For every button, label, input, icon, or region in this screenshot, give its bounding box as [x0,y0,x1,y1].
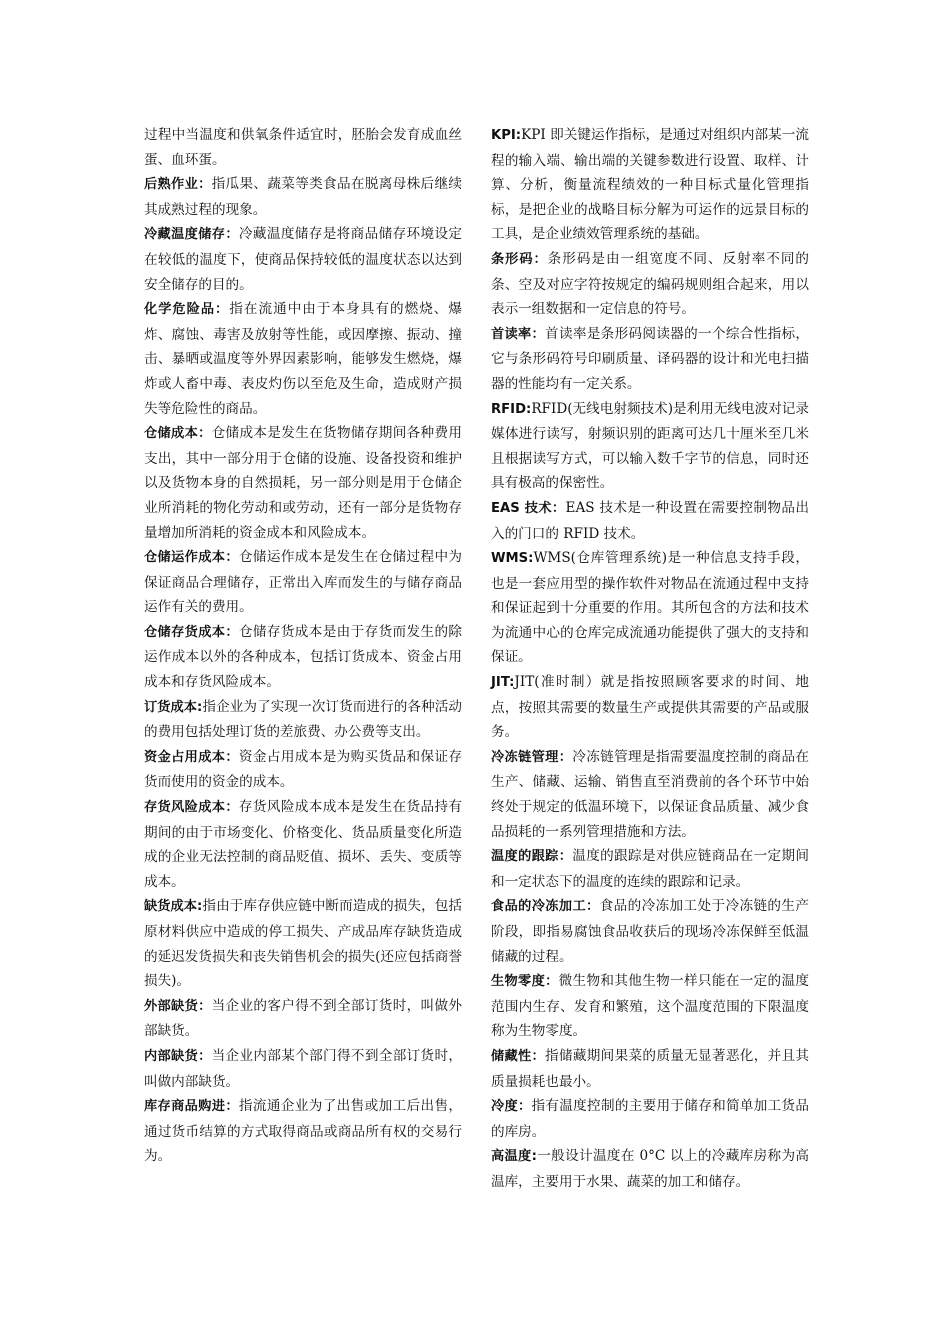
glossary-definition: 指储藏期间果菜的质量无显著恶化，并且其质量损耗也最小。 [491,1047,810,1090]
glossary-definition: 指瓜果、蔬菜等类食品在脱离母株后继续其成熟过程的现象。 [144,176,463,218]
glossary-entry [144,894,462,993]
glossary-entry [491,745,809,844]
glossary-definition: 仓储成本是发生在货物储存期间各种费用支出，其中一部分用于仓储的设施、设备投资和维护以及货物本身的自然损耗，另一部分则是用于仓储企业所消耗的物化劳动和或劳动，还有一部分是货物存量增加所消耗的资金成本和风险成本。 [144,425,463,541]
glossary-entry [144,795,462,894]
glossary-definition: 一般设计温度在 0°C 以上的冷藏库房称为高温库，主要用于水果、蔬菜的加工和储存。 [491,1148,809,1190]
glossary-term: EAS 技术 [491,500,552,516]
glossary-term: 外部缺货 [144,998,199,1014]
glossary-entry [144,421,462,545]
glossary-term: 仓储成本 [144,426,199,442]
glossary-definition: 当企业的客户得不到全部订货时，叫做外部缺货。 [144,997,463,1040]
glossary-term: 存货风险成本 [144,800,226,816]
term-separator: : [515,128,522,143]
glossary-term: 食品的冷冻加工 [491,899,587,915]
term-separator: ： [198,998,212,1014]
glossary-term: 资金占用成本 [144,749,226,765]
glossary-definition: 资金占用成本是为购买货品和保证存货而使用的资金的成本。 [144,748,463,791]
glossary-entry [491,546,809,670]
right-column [491,123,809,1195]
glossary-entry [491,1144,809,1194]
glossary-definition: 指有温度控制的主要用于储存和简单加工货品的库房。 [491,1098,810,1140]
glossary-term: 温度的跟踪 [491,849,559,865]
glossary-term: 订货成本 [144,699,198,715]
glossary-definition: 温度的跟踪是对供应链商品在一定期间和一定状态下的温度的连续的跟踪和记录。 [491,848,810,890]
glossary-definition: 指流通企业为了出售或加工后出售，通过货币结算的方式取得商品或商品所有权的交易行为。 [144,1098,463,1165]
glossary-entry [491,894,809,969]
glossary-definition: 存货风险成本成本是发生在货品持有期间的由于市场变化、价格变化、货品质量变化所造成的企业无法控制的商品贬值、损坏、丢失、变质等成本。 [144,799,463,890]
glossary-term: WMS [491,551,529,567]
term-separator: : [197,699,203,715]
term-separator: ： [198,177,212,193]
glossary-entry [491,670,809,745]
term-separator: ： [225,624,239,640]
glossary-term: 首读率 [491,326,532,342]
glossary-entry [144,695,462,745]
glossary-definition: 当企业内部某个部门得不到全部订货时，叫做内部缺货。 [144,1047,463,1090]
term-separator: ： [225,1099,239,1115]
glossary-definition: 微生物和其他生物一样只能在一定的温度范围内生存、发育和繁殖，这个温度范围的下限温度称为生物零度。 [491,973,810,1040]
glossary-definition: RFID(无线电射频技术)是利用无线电波对记录媒体进行读写，射频识别的距离可达几十厘米至几米且根据读写方式，可以输入数千字节的信息，同时还具有极高的保密性。 [491,400,809,492]
glossary-entry [491,123,809,247]
term-separator: : [197,899,203,915]
glossary-definition: 过程中当温度和供氧条件适宜时，胚胎会发育成血丝蛋、血环蛋。 [144,127,462,168]
term-separator: ： [225,800,239,816]
glossary-term: 生物零度 [491,974,546,990]
glossary-definition: 指由于库存供应链中断而造成的损失，包括原材料供应中造成的停工损失、产成品库存缺货造成的延迟发货损失和丧失销售机会的损失(还应包括商誉损失)。 [144,898,463,990]
glossary-term: 后熟作业 [144,177,199,193]
term-separator: : [509,675,515,691]
term-separator: ： [531,1048,546,1064]
glossary-definition: EAS 技术是一种设置在需要控制物品出入的门口的 RFID 技术。 [491,499,810,542]
glossary-term: 缺货成本 [144,899,198,915]
glossary-definition: 仓储运作成本是发生在仓储过程中为保证商品合理储存，正常出入库而发生的与储存商品运作有关的费用。 [144,549,463,616]
term-separator: ： [225,749,239,765]
term-separator: ： [551,500,566,516]
term-separator: ： [215,302,230,318]
glossary-entry [144,620,462,695]
term-separator: ： [531,326,546,342]
glossary-entry [144,297,462,421]
left-column [144,123,462,1169]
term-separator: : [528,551,534,567]
term-separator: : [526,401,532,417]
glossary-term: 内部缺货 [144,1048,199,1064]
glossary-term: 条形码 [491,251,534,267]
glossary-entry [144,994,462,1044]
glossary-entry [491,247,809,322]
glossary-definition: JIT(准时制）就是指按照顾客要求的时间、地点，按照其需要的数量生产或提供其需要的产品或服务。 [491,674,809,741]
glossary-term: 冷冻链管理 [491,749,559,765]
glossary-definition: 仓储存货成本是由于存货而发生的除运作成本以外的各种成本，包括订货成本、资金占用成本和存货风险成本。 [144,623,463,691]
glossary-term: 仓储运作成本 [144,550,226,566]
glossary-definition: 首读率是条形码阅读器的一个综合性指标，它与条形码符号印刷质量、译码器的设计和光电扫描器的性能均有一定关系。 [491,325,810,392]
glossary-definition: 条形码是由一组宽度不同、反射率不同的条、空及对应字符按规定的编码规则组合起来，用以表示一组数据和一定信息的符号。 [491,250,810,318]
term-separator: : [531,1149,537,1165]
term-separator: ： [558,849,573,865]
glossary-definition: 冷冻链管理是指需要温度控制的商品在生产、储藏、运输、销售直至消费前的各个环节中始终处于规定的低温环境下，以保证食品质量、减少食品损耗的一系列管理措施和方法。 [491,748,810,840]
glossary-entry [144,1044,462,1094]
glossary-term: 仓储存货成本 [144,624,226,640]
glossary-entry [144,172,462,222]
term-separator: ： [586,899,600,915]
glossary-entry [491,844,809,894]
term-separator: ： [533,251,548,267]
glossary-term: JIT [491,675,510,691]
glossary-definition: 冷藏温度储存是将商品储存环境设定在较低的温度下，使商品保持较低的温度状态以达到安全储存的目的。 [144,226,463,293]
glossary-definition: 食品的冷冻加工处于冷冻链的生产阶段，即指易腐蚀食品收获后的现场冷冻保鲜至低温储藏的过程。 [491,898,809,965]
term-separator: ： [517,1099,532,1115]
glossary-term: 冷度 [491,1099,518,1115]
glossary-term: RFID [491,401,527,417]
glossary-entry [491,1044,809,1094]
glossary-definition: 指企业为了实现一次订货而进行的各种活动的费用包括处理订货的差旅费、办公费等支出。 [144,698,463,741]
glossary-definition: KPI 即关键运作指标，是通过对组织内部某一流程的输入端、输出端的关键参数进行设置、取样、计算、分析，衡量流程绩效的一种目标式量化管理指标，是把企业的战略目标分解为可运作的远景目标的工具，是企业绩效管理系统的基础。 [491,127,809,243]
term-separator: ： [198,1048,212,1064]
glossary-entry [491,496,809,546]
glossary-entry [491,322,809,397]
glossary-entry [144,123,462,172]
glossary-definition: 指在流通中由于本身具有的燃烧、爆炸、腐蚀、毒害及放射等性能，或因摩擦、振动、撞击、暴晒或温度等外界因素影响，能够发生燃烧，爆炸或人畜中毒、表皮灼伤以至危及生命，造成财产损失等危险性的商品。 [144,301,463,417]
glossary-term: 库存商品购进 [144,1099,226,1115]
term-separator: ： [545,974,559,990]
glossary-entry [491,969,809,1044]
glossary-term: KPI [491,128,516,143]
glossary-term: 冷藏温度储存 [144,227,226,243]
glossary-entry [144,222,462,297]
glossary-definition: WMS(仓库管理系统)是一种信息支持手段，也是一套应用型的操作软件对物品在流通过程中支持和保证起到十分重要的作用。其所包含的方法和技术为流通中心的仓库完成流通功能提供了强大的支持和保证。 [491,550,809,666]
glossary-term: 化学危险品 [144,302,216,318]
glossary-entry [144,1094,462,1169]
glossary-entry [491,1094,809,1144]
term-separator: ： [558,749,573,765]
glossary-entry [144,745,462,795]
term-separator: ： [225,227,239,243]
term-separator: ： [198,426,212,442]
glossary-entry [491,397,809,496]
glossary-term: 储藏性 [491,1048,532,1064]
glossary-term: 高温度 [491,1149,532,1165]
glossary-entry [144,545,462,620]
term-separator: ： [225,550,239,566]
